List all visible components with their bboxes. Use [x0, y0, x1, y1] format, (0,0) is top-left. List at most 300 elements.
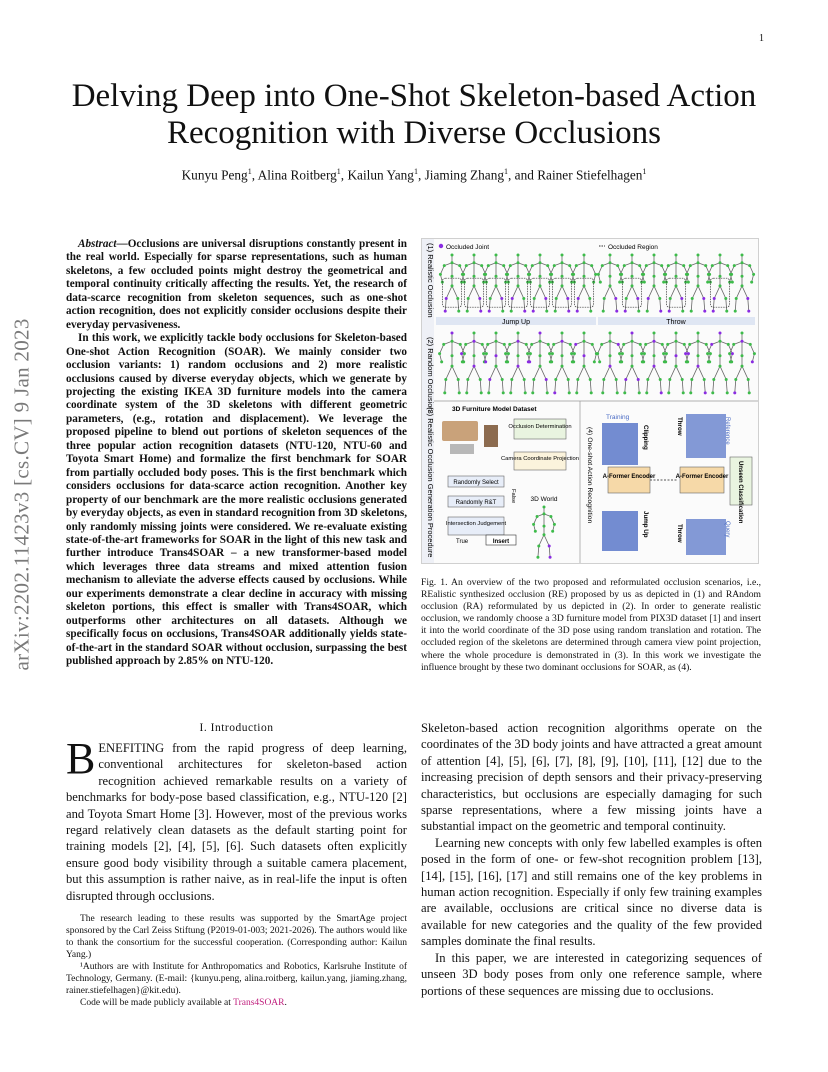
skeleton-bone [632, 366, 638, 379]
author-separator: , [251, 167, 258, 183]
skeleton-joint [686, 360, 689, 363]
skeleton-joint [553, 523, 556, 526]
skeleton-joint [507, 352, 510, 355]
skeleton-joint [702, 297, 705, 300]
skeleton-joint [741, 354, 744, 357]
skeleton-joint [667, 264, 670, 267]
skeleton-bone [512, 366, 518, 379]
skeleton-joint [653, 275, 656, 278]
skeleton-bone [502, 380, 503, 393]
skeleton-joint [631, 340, 634, 343]
skeleton-joint [729, 273, 732, 276]
skeleton-joint [681, 310, 684, 313]
skeleton-joint [675, 365, 678, 368]
skeleton-joint [583, 365, 586, 368]
skeleton-joint [457, 310, 460, 313]
skeleton-joint [646, 378, 649, 381]
skeleton-joint [726, 264, 729, 267]
skeleton-bone [496, 286, 502, 299]
skeleton-joint [697, 332, 700, 335]
skeleton-joint [643, 352, 646, 355]
author: Kunyu Peng [181, 167, 248, 183]
skeleton-joint [509, 264, 512, 267]
skeleton-joint [609, 365, 612, 368]
figure-1 [421, 238, 759, 564]
skeleton-bone [544, 535, 549, 546]
skeleton-joint [438, 352, 441, 355]
skeleton-bone [577, 299, 578, 312]
skeleton-bone [604, 366, 610, 379]
skeleton-joint [598, 360, 601, 363]
skeleton-joint [503, 343, 506, 346]
skeleton-bone [654, 366, 660, 379]
skeleton-joint [495, 340, 498, 343]
aformer-encoder-1 [608, 467, 650, 493]
skeleton-bone [626, 286, 632, 299]
skeleton-joint [473, 275, 476, 278]
skeleton-bone [742, 366, 748, 379]
skeleton-joint [590, 391, 593, 394]
skeleton-joint [439, 273, 442, 276]
skeleton-bone [445, 299, 446, 312]
drop-cap: B [66, 734, 96, 783]
skeleton-joint [697, 340, 700, 343]
skeleton-joint [539, 340, 542, 343]
skeleton-bone [489, 299, 490, 312]
skeleton-joint [637, 378, 640, 381]
skeleton-joint [619, 273, 622, 276]
skeleton-joint [668, 378, 671, 381]
skeleton-joint [684, 352, 687, 355]
skeleton-joint [631, 254, 634, 257]
skeleton-bone [578, 366, 584, 379]
skeleton-bone [540, 366, 546, 379]
skeleton-joint [667, 391, 670, 394]
skeleton-joint [662, 352, 665, 355]
skeleton-joint [479, 378, 482, 381]
skeleton-joint [637, 310, 640, 313]
skeleton-bone [467, 299, 468, 312]
skeleton-joint [620, 360, 623, 363]
skeleton-joint [464, 343, 467, 346]
skeleton-joint [753, 352, 756, 355]
skeleton-joint [636, 297, 639, 300]
skeleton-joint [561, 254, 564, 257]
skeleton-bone [468, 286, 474, 299]
skeleton-joint [741, 275, 744, 278]
skeleton-joint [583, 354, 586, 357]
skeleton-joint [517, 340, 520, 343]
skeleton-joint [473, 340, 476, 343]
skeleton-joint [543, 525, 546, 528]
skeleton-bone [648, 366, 654, 379]
skeleton-joint [531, 264, 534, 267]
skeleton-joint [602, 310, 605, 313]
author-separator: , and [508, 167, 538, 183]
world-label: 3D World [530, 496, 558, 503]
skeleton-joint [731, 281, 734, 284]
right-paragraph-2: Learning new concepts with only few labelled examples is often posed in the form of one- or few-shot recognition problem [13], [14], [15], [16], [17] and still remains one of the key problems in human action recognition. Especially if only few training examples are available, occlusions are critical since no diverse data is available for new categories and the quality of the few provided samples dominate the final results. [421, 835, 762, 949]
skeleton-bone [584, 366, 590, 379]
skeleton-bone [669, 299, 670, 312]
skeleton-bone [692, 286, 698, 299]
skeleton-joint [661, 343, 664, 346]
skeleton-bone [452, 366, 458, 379]
jump-up-label: Jump Up [642, 511, 649, 538]
skeleton-bone [555, 380, 556, 393]
skeleton-joint [546, 391, 549, 394]
skeleton-joint [517, 275, 520, 278]
skeleton-joint [603, 297, 606, 300]
skeleton-bone [452, 286, 458, 299]
skeleton-bone [704, 299, 705, 312]
skeleton-joint [638, 264, 641, 267]
skeleton-joint [704, 391, 707, 394]
skeleton-bone [546, 380, 547, 393]
skeleton-joint [687, 281, 690, 284]
author: Jiaming Zhang [424, 167, 505, 183]
class-sequence-plot-bottom [686, 519, 726, 555]
row-label-random: (2) Random Occlusion [426, 337, 435, 412]
skeleton-joint [683, 343, 686, 346]
skeleton-joint [734, 378, 737, 381]
abstract-lead: Abstract [78, 238, 117, 250]
skeleton-joint [473, 365, 476, 368]
skeleton-joint [681, 378, 684, 381]
skeleton-bone [604, 286, 610, 299]
skeleton-joint [697, 275, 700, 278]
randomly-select-label: Randomly Select [453, 480, 499, 486]
intro-paragraph: ENEFITING from the rapid progress of deep learning, conventional architectures for skeleton-based action recognition achieved remarkable results on a variety of benchmarks for body-pose based classification, e.g., NTU-120 [2] and Toyota Smart Home [3]. However, most of the previous works regard relatively clean datasets as the default starting point for training models [2], [4], [5], [6]. Such datasets often explicitly ensure good body visibility through a suitable camera placement, but this assumption is rather naive, as in real-life the input is often disrupted through occlusions. [66, 741, 407, 903]
skeleton-bone [654, 286, 660, 299]
arxiv-identifier: arXiv:2202.11423v3 [cs.CV] 9 Jan 2023 [9, 318, 34, 671]
skeleton-joint [480, 264, 483, 267]
skeleton-joint [583, 284, 586, 287]
skeleton-joint [543, 512, 546, 515]
row-label-generation: (3) Realistic Occlusion Generation Procedure [426, 407, 435, 558]
skeleton-bone [555, 299, 556, 312]
skeleton-joint [549, 273, 552, 276]
world-skeleton [532, 506, 556, 559]
skeleton-joint [555, 297, 558, 300]
skeleton-joint [577, 297, 580, 300]
author-affiliation: 1 [504, 167, 509, 176]
skeleton-joint [539, 284, 542, 287]
skeleton-joint [517, 261, 520, 264]
author: Alina Roitberg [257, 167, 337, 183]
skeleton-bone [736, 366, 742, 379]
skeleton-joint [641, 273, 644, 276]
skeleton-joint [662, 281, 665, 284]
skeleton-bone [648, 286, 654, 299]
skeleton-joint [525, 343, 528, 346]
skeleton-joint [660, 264, 663, 267]
skeleton-joint [589, 310, 592, 313]
skeleton-bone [480, 380, 481, 393]
skeleton-joint [741, 332, 744, 335]
skeleton-joint [451, 354, 454, 357]
skeleton-joint [609, 261, 612, 264]
skeleton-bone [489, 380, 490, 393]
skeleton-joint [601, 264, 604, 267]
skeleton-joint [504, 352, 507, 355]
skeleton-joint [495, 365, 498, 368]
skeleton-joint [616, 391, 619, 394]
skeleton-joint [536, 556, 539, 559]
skeleton-bone [603, 299, 604, 312]
skeleton-joint [570, 352, 573, 355]
author-affiliation: 1 [413, 167, 418, 176]
skeleton-joint [596, 352, 599, 355]
skeleton-joint [532, 523, 535, 526]
skeleton-bone [625, 299, 626, 312]
skeleton-joint [597, 273, 600, 276]
skeleton-joint [732, 343, 735, 346]
skeleton-joint [561, 354, 564, 357]
class-sequence-plot-top [686, 414, 726, 458]
author-list [40, 167, 788, 183]
furniture-model-chair [484, 425, 498, 447]
skeleton-joint [631, 284, 634, 287]
skeleton-joint [615, 310, 618, 313]
skeleton-bone [568, 380, 569, 393]
skeleton-joint [489, 297, 492, 300]
skeleton-joint [462, 360, 465, 363]
skeleton-joint [567, 310, 570, 313]
skeleton-joint [659, 378, 662, 381]
skeleton-bone [474, 366, 480, 379]
skeleton-joint [680, 297, 683, 300]
skeleton-bone [638, 299, 639, 312]
skeleton-joint [741, 254, 744, 257]
skeleton-bone [714, 366, 720, 379]
skeleton-joint [709, 352, 712, 355]
skeleton-joint [466, 310, 469, 313]
skeleton-joint [487, 264, 490, 267]
furniture-model-table [442, 421, 478, 441]
skeleton-joint [690, 310, 693, 313]
skeleton-bone [562, 366, 568, 379]
skeleton-bone [445, 380, 446, 393]
skeleton-joint [725, 378, 728, 381]
skeleton-joint [522, 297, 525, 300]
skeleton-joint [553, 391, 556, 394]
skeleton-joint [719, 284, 722, 287]
skeleton-joint [502, 391, 505, 394]
skeleton-joint [495, 284, 498, 287]
skeleton-joint [551, 530, 554, 533]
skeleton-joint [467, 297, 470, 300]
skeleton-joint [751, 360, 754, 363]
skeleton-joint [550, 360, 553, 363]
skeleton-joint [553, 264, 556, 267]
skeleton-joint [527, 273, 530, 276]
skeleton-joint [645, 391, 648, 394]
skeleton-joint [647, 297, 650, 300]
skeleton-joint [724, 297, 727, 300]
skeleton-joint [575, 264, 578, 267]
skeleton-joint [733, 391, 736, 394]
skeleton-joint [640, 352, 643, 355]
skeleton-joint [646, 310, 649, 313]
introduction-text [66, 734, 407, 904]
skeleton-bone [592, 344, 596, 353]
furniture-model-sofa [450, 444, 474, 454]
skeleton-joint [625, 297, 628, 300]
skeleton-joint [483, 273, 486, 276]
skeleton-joint [529, 352, 532, 355]
skeleton-joint [502, 264, 505, 267]
skeleton-joint [658, 297, 661, 300]
skeleton-joint [660, 391, 663, 394]
skeleton-joint [624, 378, 627, 381]
skeleton-joint [532, 378, 535, 381]
author: Kailun Yang [347, 167, 414, 183]
skeleton-bone [610, 366, 616, 379]
skeleton-joint [616, 264, 619, 267]
funding-footnote: The research leading to these results was supported by the SmartAge project sponsored by the Carl Zeiss Stiftung (P2019-01-003; 2021-2026). The authors would like to thank the consortium for the successful cooperation. (Corresponding author: Kailun Yang.) [66, 914, 407, 960]
skeleton-bone [540, 286, 546, 299]
skeleton-joint [501, 310, 504, 313]
skeleton-bone [603, 380, 604, 393]
skeleton-joint [727, 343, 730, 346]
skeleton-joint [631, 354, 634, 357]
skeleton-joint [539, 275, 542, 278]
skeleton-joint [719, 261, 722, 264]
skeleton-joint [526, 352, 529, 355]
skeleton-joint [473, 354, 476, 357]
row-label-realistic: (1) Realistic Occlusion [426, 243, 435, 318]
skeleton-joint [537, 545, 540, 548]
page-number: 1 [759, 33, 764, 44]
skeleton-joint [481, 343, 484, 346]
code-footnote-text: Code will be made publicly available at [80, 998, 234, 1008]
skeleton-joint [495, 275, 498, 278]
skeleton-joint [509, 391, 512, 394]
skeleton-joint [747, 378, 750, 381]
figure-caption: Fig. 1. An overview of the two proposed and reformulated occlusion scenarios, i.e., REalistic synthesized occlusion (RE) proposed by us as depicted in (1) and RAndom occlusion (RA) reformulated by us depicted in (2). In order to generate realistic occlusion, we randomly choose a 3D furniture model from PIX3D dataset [1] and insert it into the world coordinate of the 3D pose using random translation and rotation. The occluded region of the skeletons are determined through camera view point projection, where the whole procedure is demonstrated in (3). In this work we investigate the influence brought by these two dominant occlusions for SOAR, as (4). [421, 577, 761, 673]
skeleton-joint [569, 343, 572, 346]
occlusion-determination-label: Occlusion Determination [508, 424, 572, 430]
furniture-dataset-title: 3D Furniture Model Dataset [452, 406, 537, 413]
skeleton-joint [583, 275, 586, 278]
skeleton-bone [511, 299, 512, 312]
skeleton-bone [647, 380, 648, 393]
legend-occluded-joint: Occluded Joint [446, 244, 489, 251]
skeleton-joint [731, 352, 734, 355]
skeleton-bone [626, 366, 632, 379]
skeleton-joint [528, 360, 531, 363]
skeleton-joint [615, 378, 618, 381]
skeleton-joint [644, 343, 647, 346]
skeleton-joint [488, 378, 491, 381]
skeleton-joint [697, 261, 700, 264]
skeleton-joint [478, 297, 481, 300]
author-affiliation: 1 [642, 167, 647, 176]
skeleton-bone [534, 286, 540, 299]
skeleton-joint [539, 332, 542, 335]
code-link[interactable]: Trans4SOAR [233, 998, 285, 1008]
skeleton-joint [750, 281, 753, 284]
skeleton-joint [653, 340, 656, 343]
skeleton-joint [461, 273, 464, 276]
skeleton-joint [675, 254, 678, 257]
skeleton-bone [748, 380, 749, 393]
skeleton-joint [495, 261, 498, 264]
skeleton-joint [495, 354, 498, 357]
skeleton-bone [713, 299, 714, 312]
skeleton-joint [719, 365, 722, 368]
skeleton-joint [479, 310, 482, 313]
skeleton-joint [675, 340, 678, 343]
skeleton-joint [549, 556, 552, 559]
author-affiliation: 1 [336, 167, 341, 176]
skeleton-joint [741, 261, 744, 264]
skeleton-joint [663, 273, 666, 276]
skeleton-bone [682, 380, 683, 393]
skeleton-bone [518, 286, 524, 299]
skeleton-bone [446, 366, 452, 379]
skeleton-joint [623, 391, 626, 394]
skeleton-joint [713, 297, 716, 300]
skeleton-joint [576, 310, 579, 313]
skeleton-joint [689, 264, 692, 267]
skeleton-joint [566, 297, 569, 300]
skeleton-joint [524, 264, 527, 267]
skeleton-bone [670, 286, 676, 299]
skeleton-joint [653, 365, 656, 368]
skeleton-bone [518, 366, 524, 379]
skeleton-bone [735, 380, 736, 393]
skeleton-joint [710, 343, 713, 346]
skeleton-joint [682, 391, 685, 394]
skeleton-joint [631, 275, 634, 278]
skeleton-joint [486, 343, 489, 346]
skeleton-joint [517, 332, 520, 335]
skeleton-joint [510, 310, 513, 313]
code-footnote [66, 997, 407, 1009]
skeleton-joint [473, 254, 476, 257]
skeleton-joint [517, 365, 520, 368]
throw-label-top: Throw [676, 417, 683, 436]
skeleton-joint [531, 391, 534, 394]
skeleton-joint [609, 275, 612, 278]
skeleton-joint [730, 360, 733, 363]
skeleton-joint [653, 254, 656, 257]
skeleton-joint [505, 273, 508, 276]
skeleton-joint [602, 378, 605, 381]
skeleton-joint [711, 391, 714, 394]
skeleton-joint [546, 264, 549, 267]
skeleton-joint [645, 264, 648, 267]
insert-label: Insert [492, 539, 510, 545]
skeleton-bone [691, 299, 692, 312]
skeleton-bone [511, 380, 512, 393]
skeleton-joint [508, 343, 511, 346]
skeleton-joint [495, 332, 498, 335]
skeleton-joint [638, 391, 641, 394]
training-label: Training [606, 414, 630, 421]
skeleton-joint [708, 360, 711, 363]
author: Rainer Stiefelhagen [537, 167, 643, 183]
skeleton-joint [618, 281, 621, 284]
skeleton-joint [706, 352, 709, 355]
skeleton-bone [691, 380, 692, 393]
abstract [66, 238, 407, 669]
skeleton-joint [675, 332, 678, 335]
skeleton-joint [719, 340, 722, 343]
skeleton-joint [653, 332, 656, 335]
